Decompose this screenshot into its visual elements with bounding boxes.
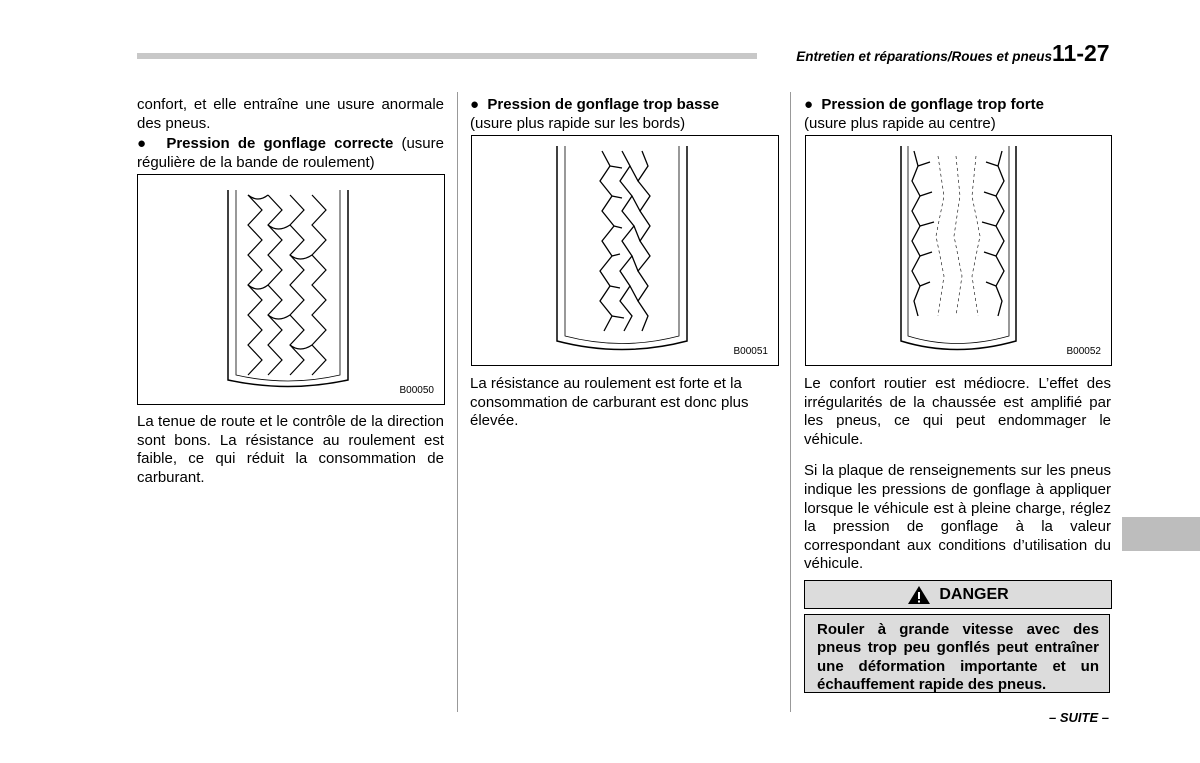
bullet-icon: ● bbox=[470, 96, 488, 113]
chapter-tab bbox=[1122, 517, 1200, 551]
tire-figure-correct bbox=[137, 174, 445, 405]
bullet-heading: Pression de gonflage trop basse bbox=[487, 96, 720, 113]
col3-paragraph-2: Si la plaque de renseignements sur les pneus indique les pressions de gonflage à appliquer lorsque le véhicule est à pleine charge, réglez la pression de gonflage à la valeur correspondant aux conditions d’utilisation du véhicule. bbox=[804, 462, 1111, 573]
danger-title: DANGER bbox=[939, 585, 1009, 603]
bullet-icon: ● bbox=[804, 96, 822, 113]
column-divider bbox=[457, 92, 458, 712]
bullet-subtext: (usure régulière de la bande de roulement) bbox=[137, 135, 444, 171]
bullet-icon: ● bbox=[137, 135, 167, 153]
col2-body: La résistance au roulement est forte et la consommation de carburant est donc plus élevée. bbox=[470, 375, 749, 430]
col3-paragraph-1: Le confort routier est médiocre. L’effet des irrégularités de la chaussée est amplifié par les pneus, ce qui peut endommager le véhicule. bbox=[804, 375, 1111, 448]
intro-text: confort, et elle entraîne une usure anormale des pneus. bbox=[137, 96, 444, 132]
tire-tread-illustration bbox=[806, 136, 1111, 365]
figure-code: B00052 bbox=[1066, 346, 1101, 357]
bullet-subtext: (usure plus rapide au centre) bbox=[804, 114, 996, 132]
bullet-correct-pressure bbox=[137, 135, 444, 172]
tire-figure-high bbox=[805, 135, 1112, 366]
figure-code: B00051 bbox=[733, 346, 768, 357]
continue-marker: – SUITE – bbox=[1049, 710, 1109, 725]
tire-tread-illustration bbox=[138, 175, 444, 404]
tire-figure-low bbox=[471, 135, 779, 366]
bullet-low-pressure bbox=[470, 96, 778, 115]
bullet-subtext: (usure plus rapide sur les bords) bbox=[470, 114, 686, 132]
col3-body bbox=[804, 375, 1111, 574]
bullet-heading: Pression de gonflage trop forte bbox=[821, 96, 1044, 113]
bullet-high-pressure bbox=[804, 96, 1111, 115]
column-divider bbox=[790, 92, 791, 712]
column-2 bbox=[470, 96, 778, 133]
page-number: 11-27 bbox=[1052, 40, 1110, 66]
figure-code: B00050 bbox=[399, 385, 434, 396]
bullet-heading: Pression de gonflage correcte bbox=[166, 135, 394, 153]
warning-triangle-icon bbox=[907, 585, 931, 605]
section-title: Entretien et réparations/Roues et pneus bbox=[796, 49, 1052, 64]
column-3 bbox=[804, 96, 1111, 133]
column-1 bbox=[137, 96, 444, 172]
danger-header bbox=[804, 580, 1112, 609]
header-rule bbox=[137, 53, 757, 59]
tire-tread-illustration bbox=[472, 136, 778, 365]
danger-text: Rouler à grande vitesse avec des pneus trop peu gonflés peut entraîner une déformation importante et un échauffement rapide des pneus. bbox=[804, 614, 1110, 693]
col1-body: La tenue de route et le contrôle de la direction sont bons. La résistance au roulement est faible, ce qui réduit la consommation de carburant. bbox=[137, 413, 444, 486]
